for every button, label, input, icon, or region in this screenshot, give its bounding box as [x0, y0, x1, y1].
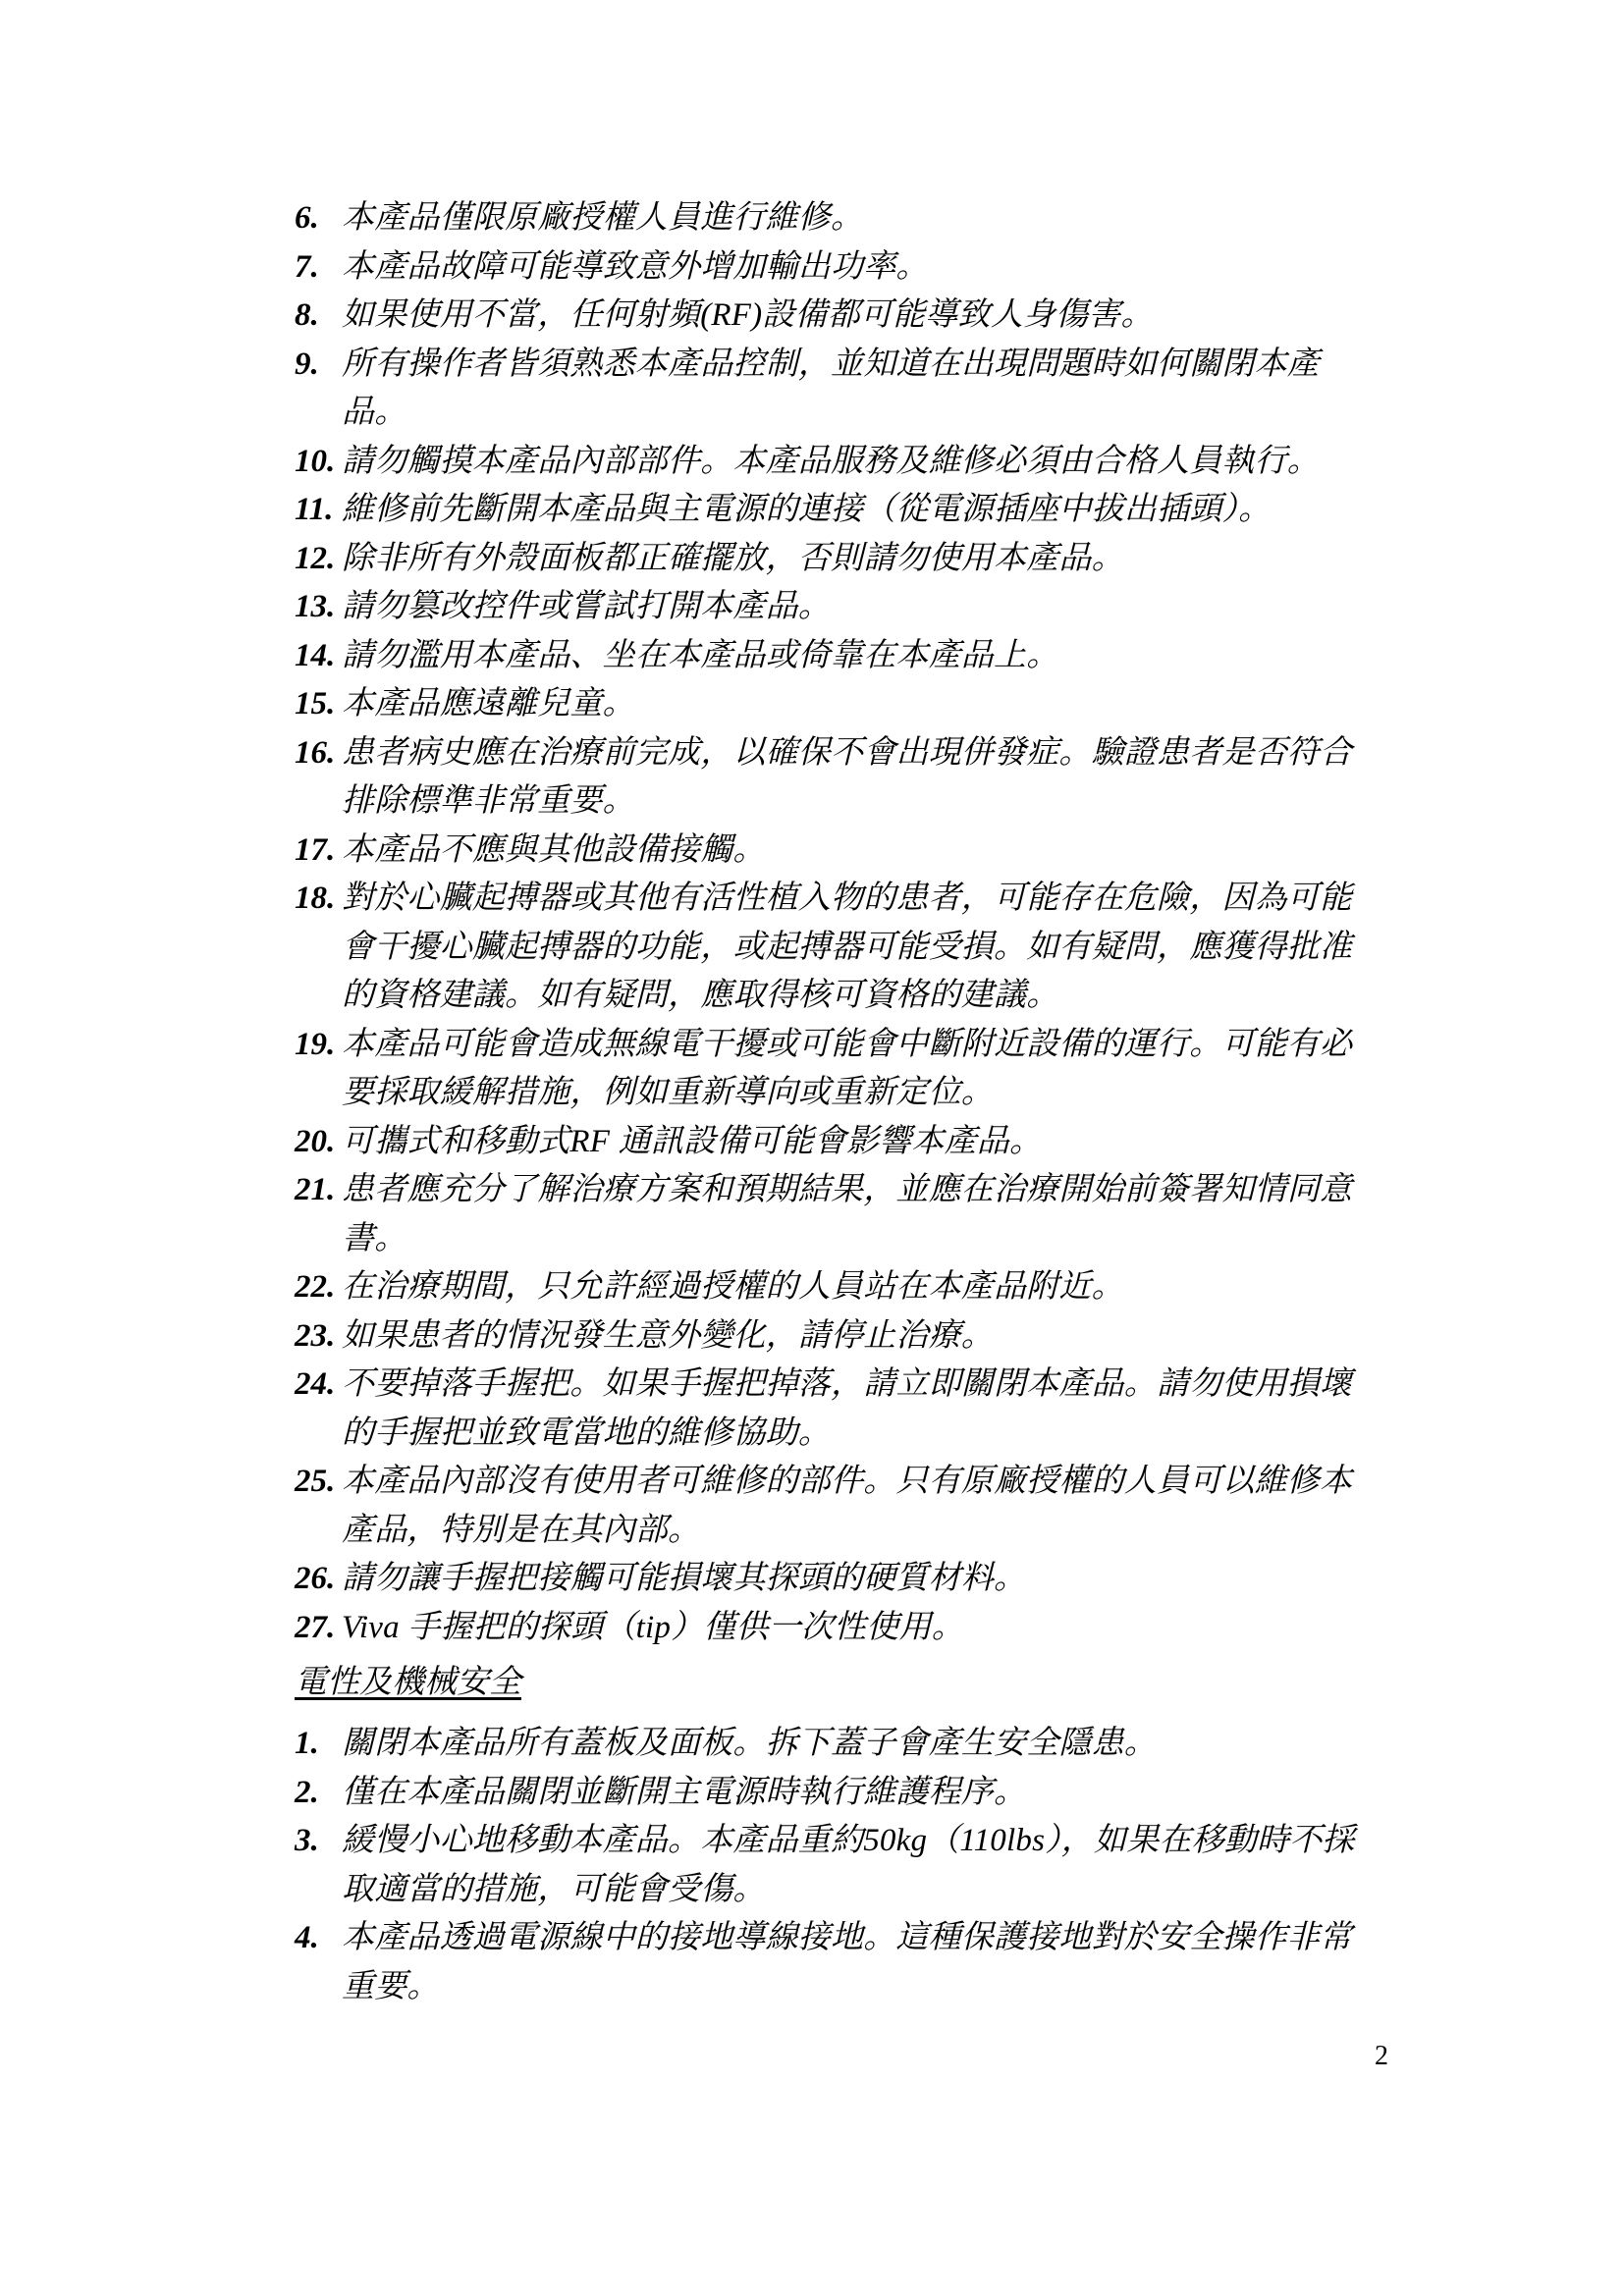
list-item: [295, 1769, 1384, 1818]
item-text: 本產品應遠離兒童。: [342, 686, 635, 721]
item-text: 請勿讓手握把接觸可能損壞其探頭的硬質材料。: [342, 1561, 1027, 1596]
item-text: 請勿觸摸本產品內部部件。本產品服務及維修必須由合格人員執行。: [342, 443, 1320, 479]
item-number: 21.: [295, 1172, 336, 1207]
item-number: 23.: [295, 1317, 336, 1354]
item-text: Viva 手握把的探頭（tip）僅供一次性使用。: [342, 1609, 964, 1645]
item-number: 16.: [295, 734, 336, 771]
item-text: 患者應充分了解治療方案和預期結果，並應在治療開始前簽署知情同意書。: [342, 1172, 1353, 1256]
list-item: [295, 827, 1384, 876]
item-text: 請勿濫用本產品、坐在本產品或倚靠在本產品上。: [342, 637, 1059, 673]
item-text: 除非所有外殼面板都正確擺放，否則請勿使用本產品。: [342, 540, 1124, 576]
safety-list-continued: [295, 194, 1384, 1652]
item-number: 13.: [295, 589, 336, 624]
item-number: 9.: [295, 346, 319, 382]
list-item: [295, 194, 1384, 243]
list-item: [295, 243, 1384, 293]
item-number: 27.: [295, 1609, 336, 1645]
item-number: 6.: [295, 200, 319, 236]
section-heading-electrical-mechanical-safety: 電性及機械安全: [295, 1665, 521, 1700]
item-text: 本產品透過電源線中的接地導線接地。這種保護接地對於安全操作非常重要。: [342, 1920, 1353, 2004]
list-item: [295, 292, 1384, 341]
electrical-mechanical-safety-list: [295, 1720, 1384, 2011]
item-text: 患者病史應在治療前完成，以確保不會出現併發症。驗證患者是否符合排除標準非常重要。: [342, 734, 1353, 819]
list-item: [295, 1458, 1384, 1555]
item-number: 7.: [295, 248, 319, 285]
item-text: 本產品故障可能導致意外增加輸出功率。: [342, 248, 929, 285]
list-item: [295, 1263, 1384, 1312]
item-text: 如果使用不當，任何射頻(RF)設備都可能導致人身傷害。: [342, 297, 1154, 333]
list-item: [295, 1312, 1384, 1362]
item-text: 本產品僅限原廠授權人員進行維修。: [342, 200, 864, 236]
item-text: 在治療期間，只允許經過授權的人員站在本產品附近。: [342, 1269, 1124, 1305]
list-item: [295, 486, 1384, 535]
item-number: 1.: [295, 1726, 319, 1761]
item-number: 19.: [295, 1026, 336, 1062]
item-number: 22.: [295, 1269, 336, 1305]
item-number: 15.: [295, 686, 336, 721]
list-item: [295, 535, 1384, 584]
item-text: 關閉本產品所有蓋板及面板。拆下蓋子會產生安全隱患。: [342, 1726, 1157, 1761]
item-number: 17.: [295, 831, 336, 868]
item-text: 不要掉落手握把。如果手握把掉落，請立即關閉本產品。請勿使用損壞的手握把並致電當地的維修協助。: [342, 1366, 1353, 1451]
item-text: 對於心臟起搏器或其他有活性植入物的患者，可能存在危險，因為可能會干擾心臟起搏器的功能，或起搏器可能受損。如有疑問，應獲得批准的資格建議。如有疑問，應取得核可資格的建議。: [342, 881, 1353, 1013]
item-text: 所有操作者皆須熟悉本產品控制，並知道在出現問題時如何關閉本產品。: [342, 346, 1320, 430]
list-item: [295, 1361, 1384, 1458]
item-number: 25.: [295, 1464, 336, 1499]
item-text: 本產品可能會造成無線電干擾或可能會中斷附近設備的運行。可能有必要採取緩解措施，例如重新導向或重新定位。: [342, 1026, 1353, 1110]
item-text: 本產品不應與其他設備接觸。: [342, 831, 766, 868]
list-item: [295, 875, 1384, 1021]
list-item: [295, 729, 1384, 827]
item-number: 8.: [295, 297, 319, 333]
item-number: 24.: [295, 1366, 336, 1402]
list-item: [295, 583, 1384, 632]
list-item: [295, 1555, 1384, 1604]
item-text: 維修前先斷開本產品與主電源的連接（從電源插座中拔出插頭）。: [342, 492, 1272, 527]
item-text: 本產品內部沒有使用者可維修的部件。只有原廠授權的人員可以維修本產品，特別是在其內部。: [342, 1464, 1353, 1548]
list-item: [295, 1604, 1384, 1653]
list-item: [295, 632, 1384, 681]
item-number: 18.: [295, 881, 336, 916]
item-number: 11.: [295, 492, 334, 527]
item-number: 10.: [295, 443, 336, 479]
item-number: 14.: [295, 637, 336, 673]
list-item: [295, 341, 1384, 438]
item-number: 2.: [295, 1774, 319, 1810]
item-text: 緩慢小心地移動本產品。本產品重約50kg（110lbs），如果在移動時不採取適當的措施，可能會受傷。: [342, 1823, 1355, 1907]
item-text: 僅在本產品關閉並斷開主電源時執行維護程序。: [342, 1774, 1027, 1810]
item-text: 可攜式和移動式RF 通訊設備可能會影響本產品。: [342, 1123, 1043, 1159]
item-number: 3.: [295, 1823, 319, 1858]
item-number: 12.: [295, 540, 336, 576]
item-text: 如果患者的情況發生意外變化，請停止治療。: [342, 1317, 994, 1354]
list-item: [295, 1914, 1384, 2011]
item-number: 26.: [295, 1561, 336, 1596]
list-item: [295, 1720, 1384, 1769]
list-item: [295, 1118, 1384, 1167]
list-item: [295, 1817, 1384, 1914]
list-item: [295, 1166, 1384, 1263]
list-item: [295, 680, 1384, 729]
list-item: [295, 1021, 1384, 1118]
item-text: 請勿篡改控件或嘗試打開本產品。: [342, 589, 831, 624]
list-item: [295, 438, 1384, 487]
item-number: 20.: [295, 1123, 336, 1159]
page-number: 2: [1375, 2041, 1388, 2071]
item-number: 4.: [295, 1920, 319, 1955]
